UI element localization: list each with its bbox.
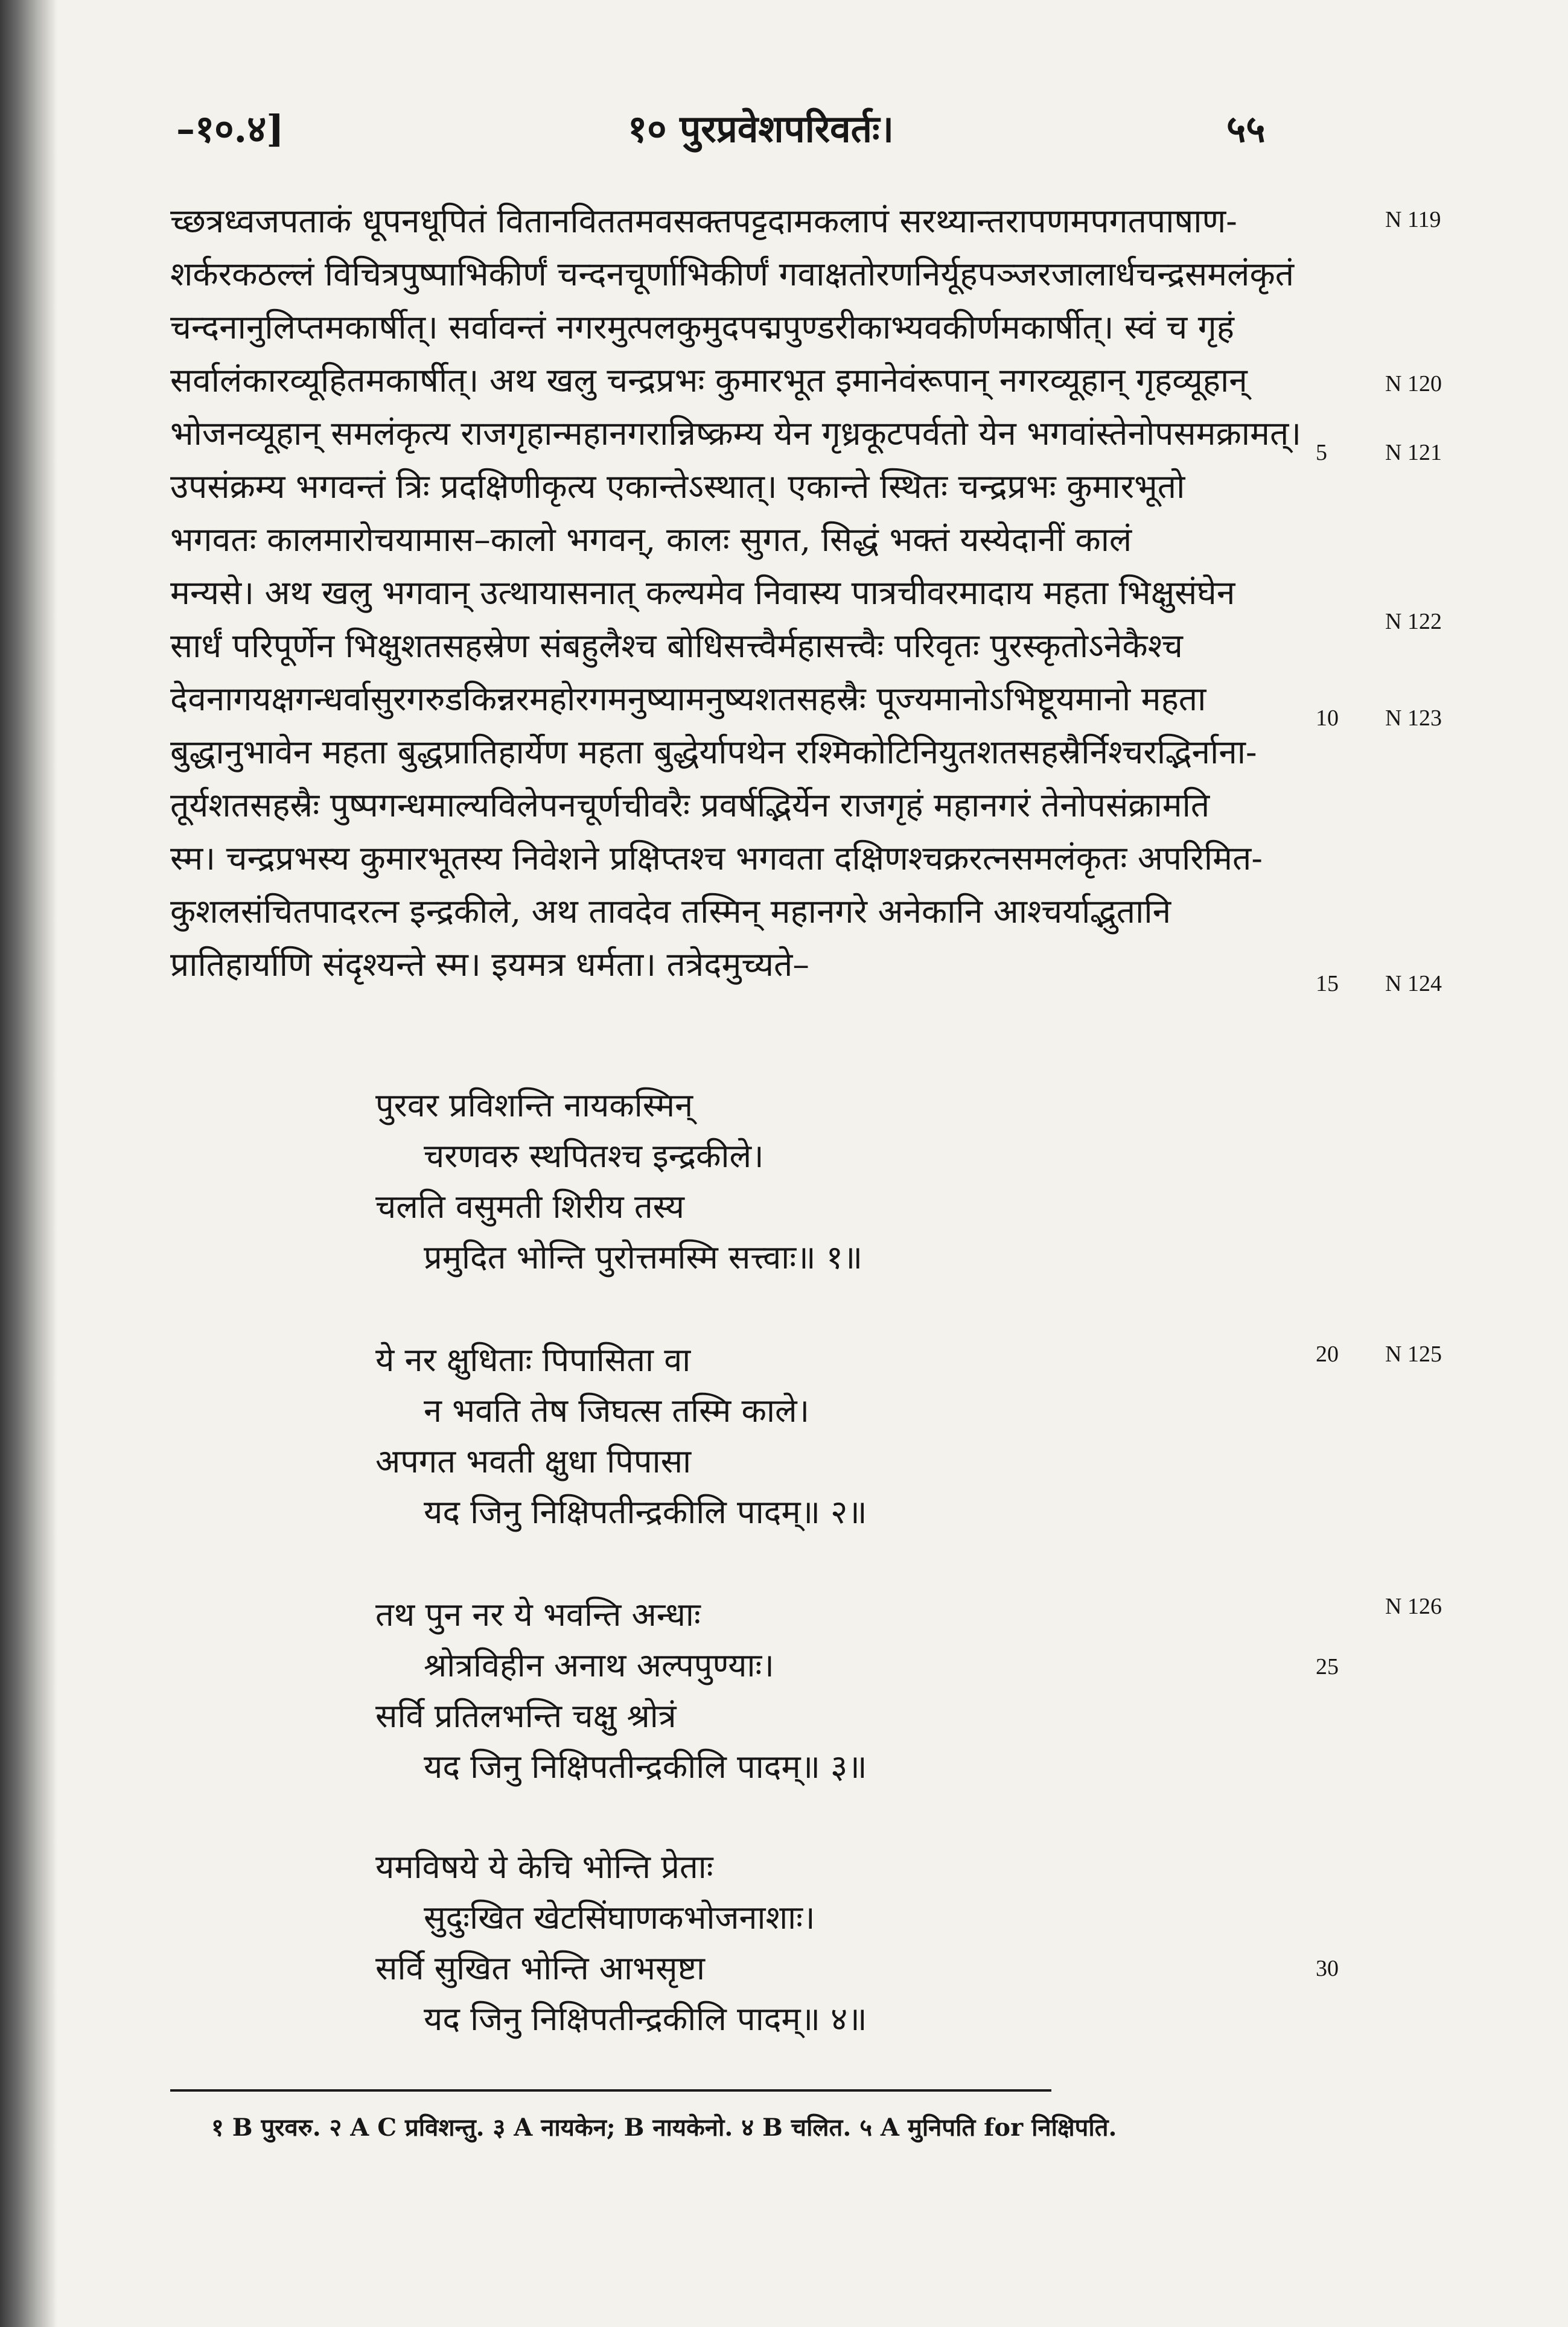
verse-3 <box>375 1590 1281 1792</box>
verse-line: यमविषये ये केचि भोन्ति प्रेताः <box>375 1848 713 1886</box>
verse-line: पुरवर प्रविशन्ति नायकस्मिन् <box>375 1086 693 1124</box>
footnote-rule <box>170 2089 1051 2092</box>
manuscript-ref: N 124 <box>1385 971 1442 996</box>
prose-line: प्रातिहार्याणि संदृश्यन्ते स्म। इयमत्र धर्मता। तत्रेदमुच्यते– <box>170 945 809 984</box>
verse-line: सर्वि सुखित भोन्ति आभसृष्टा <box>375 1949 705 1987</box>
prose-line: भोजनव्यूहान् समलंकृत्य राजगृहान्महानगरान्निष्क्रम्य येन गृध्रकूटपर्वतो येन भगवांस्तेनोपसमक्रामत्। <box>170 414 1302 453</box>
prose-line: सर्वालंकारव्यूहितमकार्षीत्। अथ खलु चन्द्रप्रभः कुमारभूत इमानेवंरूपान् नगरव्यूहान् गृहव्यूहान् <box>170 361 1248 400</box>
line-number: 10 <box>1316 705 1339 731</box>
page-number: ५५ <box>1226 107 1266 151</box>
running-title: १० पुरप्रवेशपरिवर्तः। <box>628 107 894 151</box>
prose-line: स्म। चन्द्रप्रभस्य कुमारभूतस्य निवेशने प्रक्षिप्तश्च भगवता दक्षिणश्चक्ररत्नसमलंकृतः अपरिमित- <box>170 839 1263 877</box>
prose-line: बुद्धानुभावेन महता बुद्धप्रातिहार्येण महता बुद्धेर्यापथेन रश्मिकोटिनियुतशतसहस्रैर्निश्चरद्भिर्नाना- <box>170 733 1257 771</box>
verse-line: सुदुःखित खेटसिंघाणकभोजनाशाः। <box>424 1899 815 1937</box>
verse-line: अपगत भवती क्षुधा पिपासा <box>375 1442 692 1480</box>
verse-line: न भवति तेष जिघत्स तस्मि काले। <box>424 1392 810 1430</box>
verse-line: यद जिनु निक्षिपतीन्द्रकीलि पादम्॥ ३॥ <box>424 1748 867 1786</box>
footnote: १ B पुरवरु. २ A C प्रविशन्तु. ३ A नायकेन; B नायकेनो. ४ B चलित. ५ A मुनिपति for निक्षिपति. <box>211 2113 1117 2142</box>
verse-line: श्रोत्रविहीन अनाथ अल्पपुण्याः। <box>424 1646 774 1684</box>
prose-line: कुशलसंचितपादरत्न इन्द्रकीले, अथ तावदेव तस्मिन् महानगरे अनेकानि आश्चर्याद्भुतानि <box>170 892 1171 931</box>
verse-line: सर्वि प्रतिलभन्ति चक्षु श्रोत्रं <box>375 1697 677 1735</box>
manuscript-ref: N 126 <box>1385 1594 1442 1619</box>
verse-1 <box>375 1080 1281 1283</box>
prose-line: चन्दनानुलिप्तमकार्षीत्। सर्वावन्तं नगरमुत्पलकुमुदपद्मपुण्डरीकाभ्यवकीर्णमकार्षीत्। स्वं च गृहं <box>170 308 1234 346</box>
section-number: –१०.४] <box>176 107 284 151</box>
verse-line: तथ पुन नर ये भवन्ति अन्धाः <box>375 1596 701 1634</box>
prose-line: शर्करकठल्लं विचित्रपुष्पाभिकीर्णं चन्दनचूर्णाभिकीर्णं गवाक्षतोरणनिर्यूहपञ्जरजालार्धचन्द्रसमलंकृतं <box>170 255 1295 293</box>
manuscript-ref: N 125 <box>1385 1342 1442 1367</box>
verse-line: ये नर क्षुधिताः पिपासिता वा <box>375 1341 691 1379</box>
verse-line: चरणवरु स्थपितश्च इन्द्रकीले। <box>424 1137 764 1175</box>
verse-line: यद जिनु निक्षिपतीन्द्रकीलि पादम्॥ ४॥ <box>424 2000 867 2038</box>
prose-line: मन्यसे। अथ खलु भगवान् उत्थायासनात् कल्यमेव निवास्य पात्रचीवरमादाय महता भिक्षुसंघेन <box>170 573 1235 612</box>
verse-line: प्रमुदित भोन्ति पुरोत्तमस्मि सत्त्वाः॥ १॥ <box>424 1238 863 1276</box>
prose-line: च्छत्रध्वजपताकं धूपनधूपितं वितानविततमवसक्तपट्टदामकलापं सरथ्यान्तरापणमपगतपाषाण- <box>170 202 1237 240</box>
binding-shadow <box>0 0 57 2327</box>
verse-2 <box>375 1335 1281 1538</box>
prose-line: सार्धं परिपूर्णेन भिक्षुशतसहस्रेण संबहुलैश्च बोधिसत्त्वैर्महासत्त्वैः परिवृतः पुरस्कृतोऽनेकैश्च <box>170 626 1183 665</box>
line-number: 20 <box>1316 1342 1339 1367</box>
prose-line: देवनागयक्षगन्धर्वासुरगरुडकिन्नरमहोरगमनुष्यामनुष्यशतसहस्रैः पूज्यमानोऽभिष्टूयमानो महता <box>170 680 1206 718</box>
prose-line: उपसंक्रम्य भगवन्तं त्रिः प्रदक्षिणीकृत्य एकान्तेऽस्थात्। एकान्ते स्थितः चन्द्रप्रभः कुमारभूतो <box>170 467 1185 506</box>
prose-line: भगवतः कालमारोचयामास–कालो भगवन्, कालः सुगत, सिद्धं भक्तं यस्येदानीं कालं <box>170 520 1132 559</box>
line-number: 5 <box>1316 440 1327 465</box>
verse-4 <box>375 1842 1281 2045</box>
manuscript-ref: N 120 <box>1385 371 1442 396</box>
prose-block <box>170 194 1329 991</box>
line-number: 15 <box>1316 971 1339 996</box>
prose-line: तूर्यशतसहस्रैः पुष्पगन्धमाल्यविलेपनचूर्णचीवरैः प्रवर्षद्भिर्येन राजगृहं महानगरं तेनोपसंक्रामति <box>170 786 1210 824</box>
page-header <box>0 91 1568 163</box>
manuscript-ref: N 123 <box>1385 705 1442 731</box>
verse-line: यद जिनु निक्षिपतीन्द्रकीलि पादम्॥ २॥ <box>424 1493 867 1531</box>
manuscript-ref: N 122 <box>1385 609 1442 634</box>
line-number: 25 <box>1316 1654 1339 1679</box>
manuscript-ref: N 121 <box>1385 440 1442 465</box>
line-number: 30 <box>1316 1956 1339 1981</box>
verse-line: चलति वसुमती शिरीय तस्य <box>375 1188 684 1226</box>
manuscript-ref: N 119 <box>1385 207 1441 232</box>
